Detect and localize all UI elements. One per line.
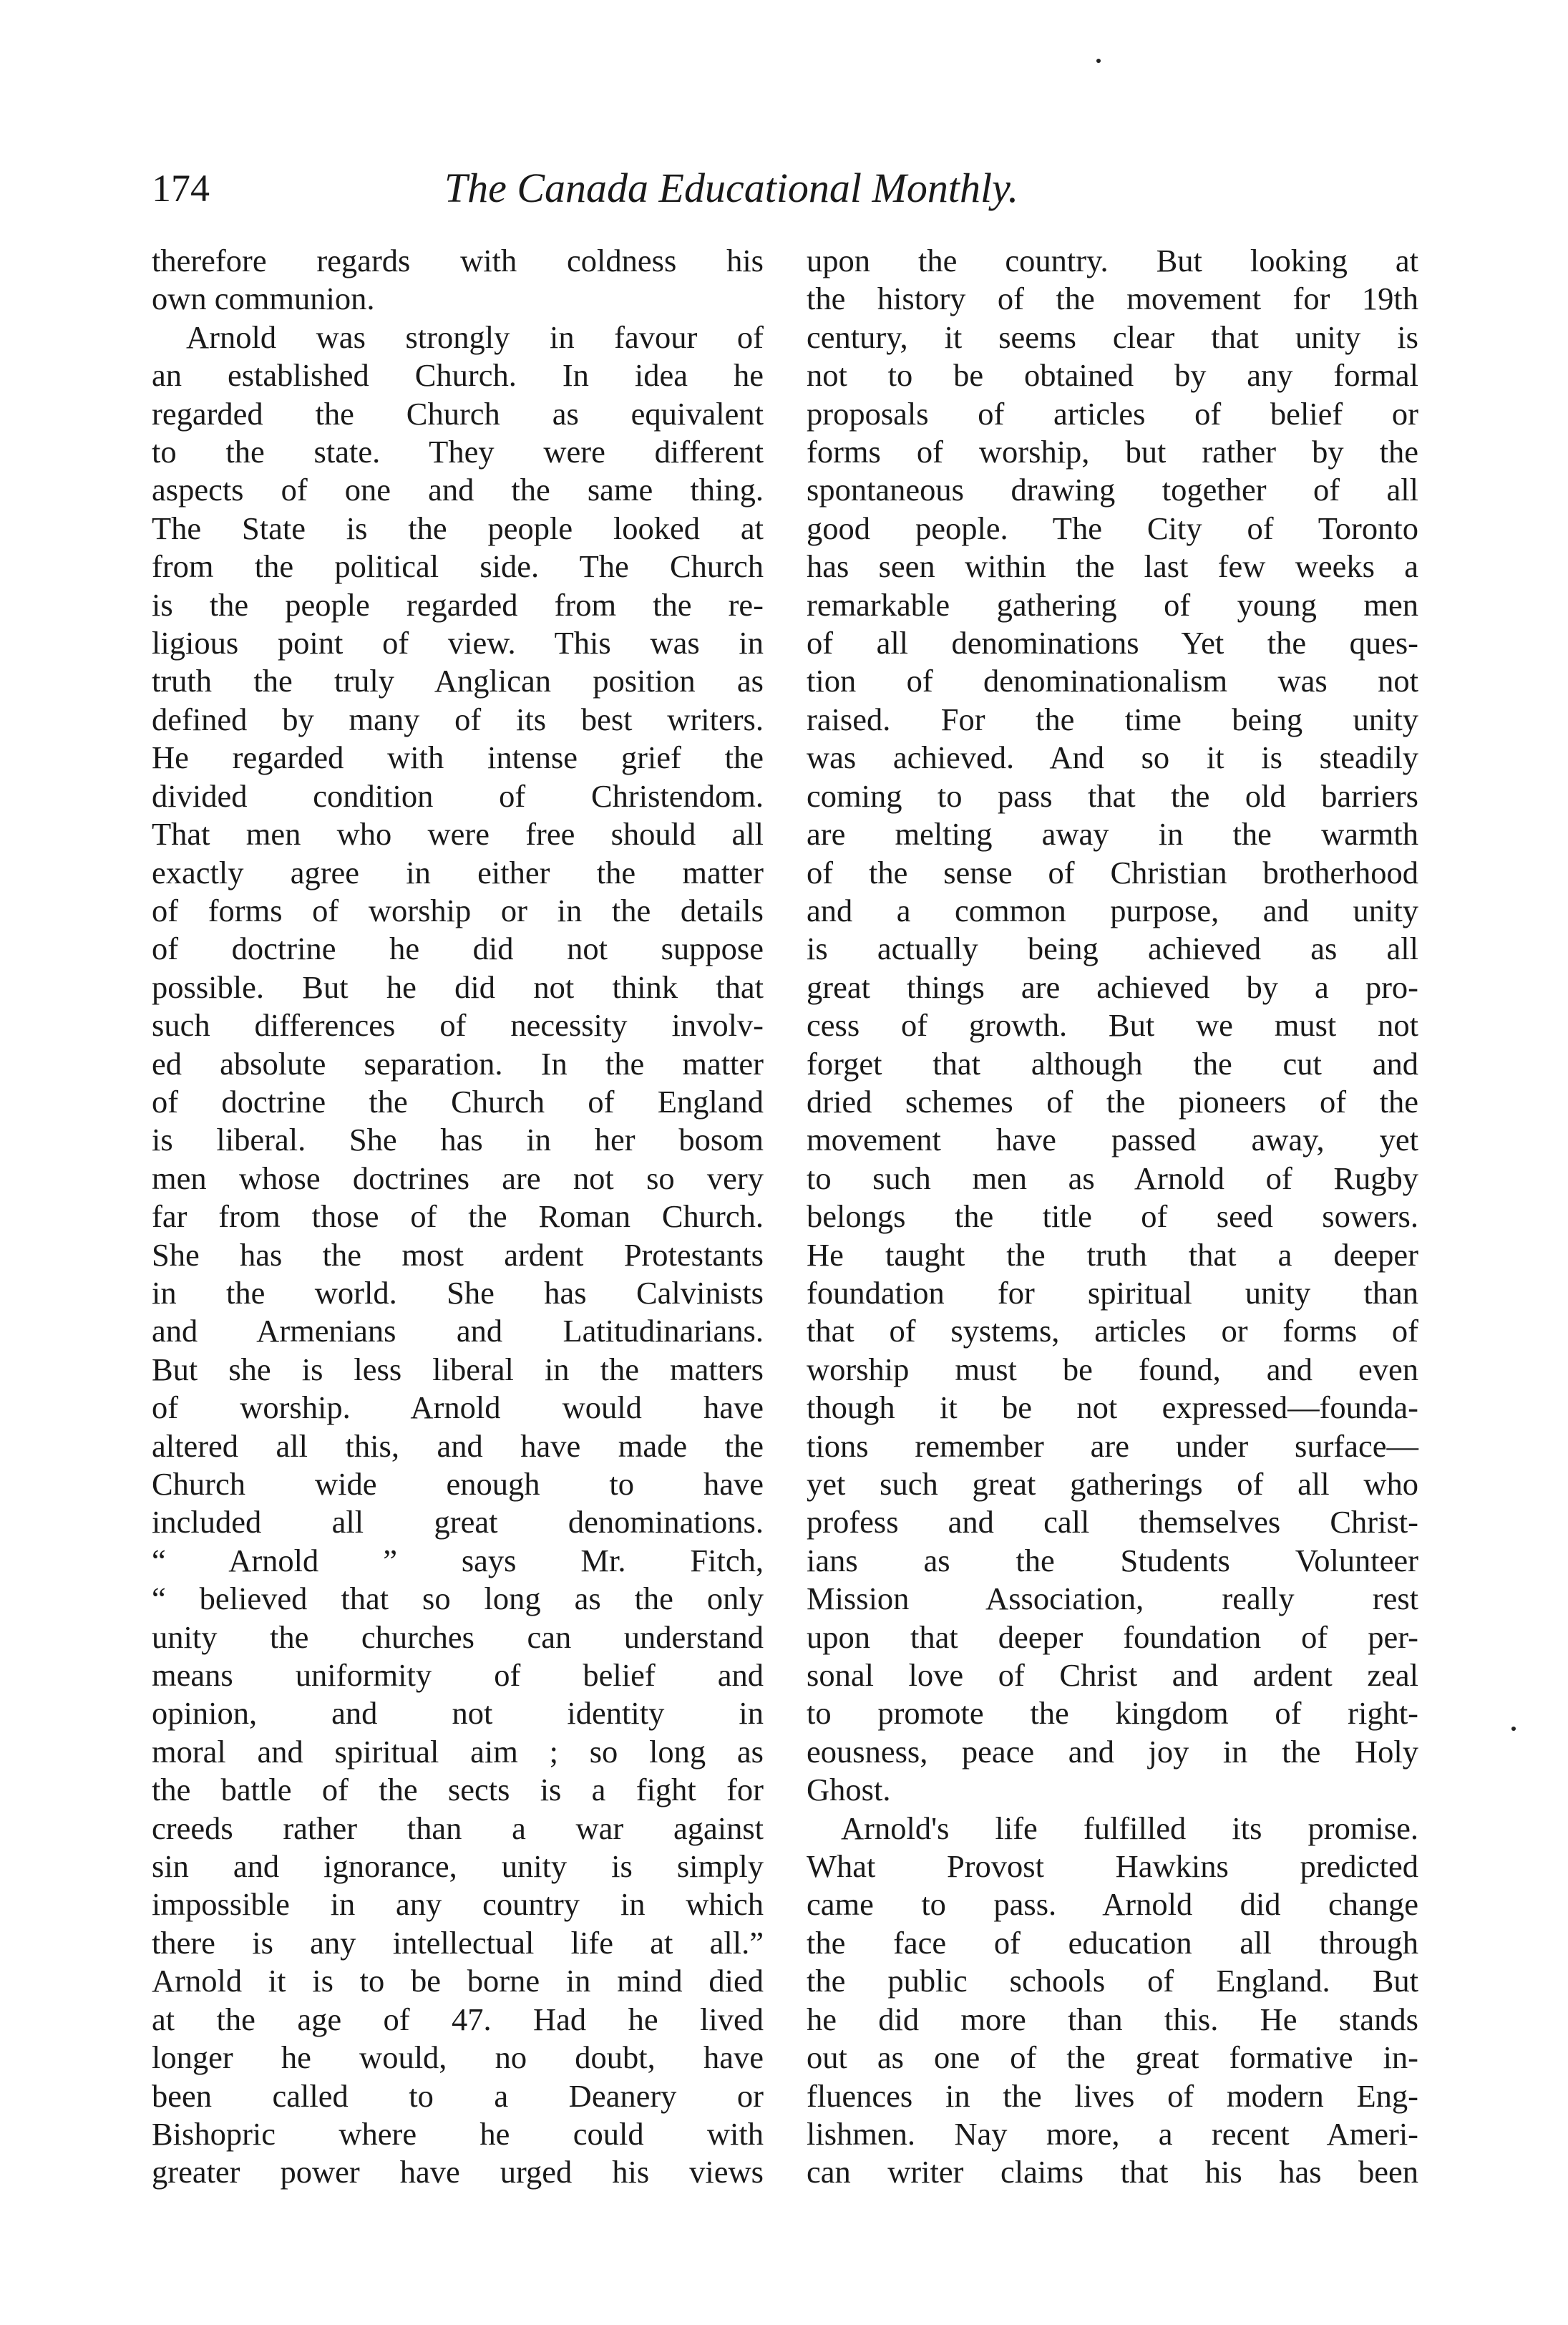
text-line: of forms of worship or in the details — [152, 892, 764, 928]
text-line: dried schemes of the pioneers of the — [807, 1083, 1418, 1120]
text-line: aspects of one and the same thing. — [152, 472, 764, 508]
text-line: longer he would, no doubt, have — [152, 2039, 764, 2076]
text-line: great things are achieved by a pro- — [807, 969, 1418, 1005]
page-header — [152, 156, 1268, 220]
page-number: 174 — [152, 167, 210, 210]
text-line: cess of growth. But we must not — [807, 1007, 1418, 1044]
text-line: men whose doctrines are not so very — [152, 1160, 764, 1196]
text-line: he did more than this. He stands — [807, 2001, 1418, 2037]
text-line: forms of worship, but rather by the — [807, 434, 1418, 470]
running-head: The Canada Educational Monthly. — [444, 165, 1019, 211]
text-line: The State is the people looked at — [152, 510, 764, 546]
text-line: ians as the Students Volunteer — [807, 1542, 1418, 1578]
text-line: has seen within the last few weeks a — [807, 548, 1418, 585]
text-line: foundation for spiritual unity than — [807, 1274, 1418, 1311]
text-line: and Armenians and Latitudinarians. — [152, 1313, 764, 1349]
scan-speck — [1096, 59, 1101, 63]
text-line: “ believed that so long as the only — [152, 1581, 764, 1617]
text-line: far from those of the Roman Church. — [152, 1198, 764, 1235]
text-line: Mission Association, really rest — [807, 1581, 1418, 1617]
text-line: of worship. Arnold would have — [152, 1389, 764, 1426]
text-line: the battle of the sects is a fight for — [152, 1772, 764, 1808]
text-line: of all denominations Yet the ques- — [807, 625, 1418, 661]
text-line: included all great denominations. — [152, 1504, 764, 1540]
text-line: at the age of 47. Had he lived — [152, 2001, 764, 2037]
text-line: from the political side. The Church — [152, 548, 764, 585]
text-line: “ Arnold ” says Mr. Fitch, — [152, 1542, 764, 1578]
text-line: such differences of necessity involv- — [152, 1007, 764, 1044]
text-line: not to be obtained by any formal — [807, 357, 1418, 394]
text-line: sin and ignorance, unity is simply — [152, 1848, 764, 1885]
text-line: creeds rather than a war against — [152, 1810, 764, 1846]
text-line: altered all this, and have made the — [152, 1427, 764, 1464]
text-line: there is any intellectual life at all.” — [152, 1924, 764, 1961]
text-line: She has the most ardent Protestants — [152, 1236, 764, 1273]
text-line: that of systems, articles or forms of — [807, 1313, 1418, 1349]
text-line: What Provost Hawkins predicted — [807, 1848, 1418, 1885]
text-line: to the state. They were different — [152, 434, 764, 470]
text-line: and a common purpose, and unity — [807, 892, 1418, 928]
text-line: is the people regarded from the re- — [152, 586, 764, 623]
text-line: can writer claims that his has been — [807, 2154, 1418, 2190]
text-line: profess and call themselves Christ- — [807, 1504, 1418, 1540]
left-column — [152, 242, 764, 2192]
text-line: worship must be found, and even — [807, 1351, 1418, 1387]
text-line: That men who were free should all — [152, 816, 764, 853]
text-line: unity the churches can understand — [152, 1618, 764, 1655]
text-line: impossible in any country in which — [152, 1886, 764, 1923]
text-line: truth the truly Anglican position as — [152, 663, 764, 699]
text-line: regarded the Church as equivalent — [152, 395, 764, 432]
text-line: coming to pass that the old barriers — [807, 777, 1418, 814]
text-line: of doctrine he did not suppose — [152, 931, 764, 967]
text-line: is actually being achieved as all — [807, 931, 1418, 967]
text-line: to such men as Arnold of Rugby — [807, 1160, 1418, 1196]
text-line: an established Church. In idea he — [152, 357, 764, 394]
text-line: in the world. She has Calvinists — [152, 1274, 764, 1311]
text-line: upon the country. But looking at — [807, 243, 1418, 278]
text-line: eousness, peace and joy in the Holy — [807, 1733, 1418, 1770]
text-line: own communion. — [152, 281, 375, 317]
text-line: Ghost. — [807, 1772, 891, 1808]
text-line: of the sense of Christian brotherhood — [807, 854, 1418, 890]
right-column-text — [807, 242, 1418, 2192]
text-line: He regarded with intense grief the — [152, 739, 764, 776]
text-line: the public schools of England. But — [807, 1963, 1418, 1999]
text-line: movement have passed away, yet — [807, 1122, 1418, 1158]
text-line: fluences in the lives of modern Eng- — [807, 2077, 1418, 2114]
text-line: remarkable gathering of young men — [807, 586, 1418, 623]
text-line: sonal love of Christ and ardent zeal — [807, 1657, 1418, 1694]
right-column — [807, 242, 1418, 2192]
text-line: opinion, and not identity in — [152, 1695, 764, 1732]
text-line: exactly agree in either the matter — [152, 854, 764, 890]
text-line: to promote the kingdom of right- — [807, 1695, 1418, 1732]
text-line: greater power have urged his views — [152, 2154, 764, 2190]
text-line: means uniformity of belief and — [152, 1657, 764, 1694]
text-line: Church wide enough to have — [152, 1466, 764, 1502]
text-line: the history of the movement for 19th — [807, 281, 1418, 317]
scan-speck — [1511, 1727, 1516, 1731]
text-line: yet such great gatherings of all who — [807, 1466, 1418, 1502]
text-line: upon that deeper foundation of per- — [807, 1618, 1418, 1655]
text-line: the face of education all through — [807, 1924, 1418, 1961]
text-line: century, it seems clear that unity is — [807, 319, 1418, 355]
text-line: Arnold it is to be borne in mind died — [152, 1963, 764, 1999]
text-line: out as one of the great formative in- — [807, 2039, 1418, 2076]
left-column-text — [152, 242, 764, 2192]
text-line: Arnold's life fulfilled its promise. — [841, 1810, 1418, 1846]
text-line: good people. The City of Toronto — [807, 510, 1418, 546]
text-line: proposals of articles of belief or — [807, 395, 1418, 432]
text-line: tion of denominationalism was not — [807, 663, 1418, 699]
text-line: moral and spiritual aim ; so long as — [152, 1733, 764, 1770]
text-line: raised. For the time being unity — [807, 701, 1418, 737]
text-line: came to pass. Arnold did change — [807, 1886, 1418, 1923]
text-line: is liberal. She has in her bosom — [152, 1122, 764, 1158]
text-line: spontaneous drawing together of all — [807, 472, 1418, 508]
text-line: possible. But he did not think that — [152, 969, 764, 1005]
text-line: ed absolute separation. In the matter — [152, 1045, 764, 1082]
text-line: tions remember are under surface— — [807, 1427, 1418, 1464]
text-line: though it be not expressed—founda- — [807, 1389, 1418, 1426]
text-line: are melting away in the warmth — [807, 816, 1418, 853]
text-line: defined by many of its best writers. — [152, 701, 764, 737]
text-line: of doctrine the Church of England — [152, 1083, 764, 1120]
text-line: belongs the title of seed sowers. — [807, 1198, 1418, 1235]
text-line: lishmen. Nay more, a recent Ameri- — [807, 2115, 1418, 2152]
text-line: therefore regards with coldness his — [152, 243, 764, 278]
text-line: ligious point of view. This was in — [152, 625, 764, 661]
text-line: been called to a Deanery or — [152, 2077, 764, 2114]
text-line: forget that although the cut and — [807, 1045, 1418, 1082]
text-line: He taught the truth that a deeper — [807, 1236, 1418, 1273]
text-line: Bishopric where he could with — [152, 2115, 764, 2152]
text-line: Arnold was strongly in favour of — [186, 319, 764, 355]
text-line: divided condition of Christendom. — [152, 777, 764, 814]
text-line: was achieved. And so it is steadily — [807, 739, 1418, 776]
text-line: But she is less liberal in the matters — [152, 1351, 764, 1387]
